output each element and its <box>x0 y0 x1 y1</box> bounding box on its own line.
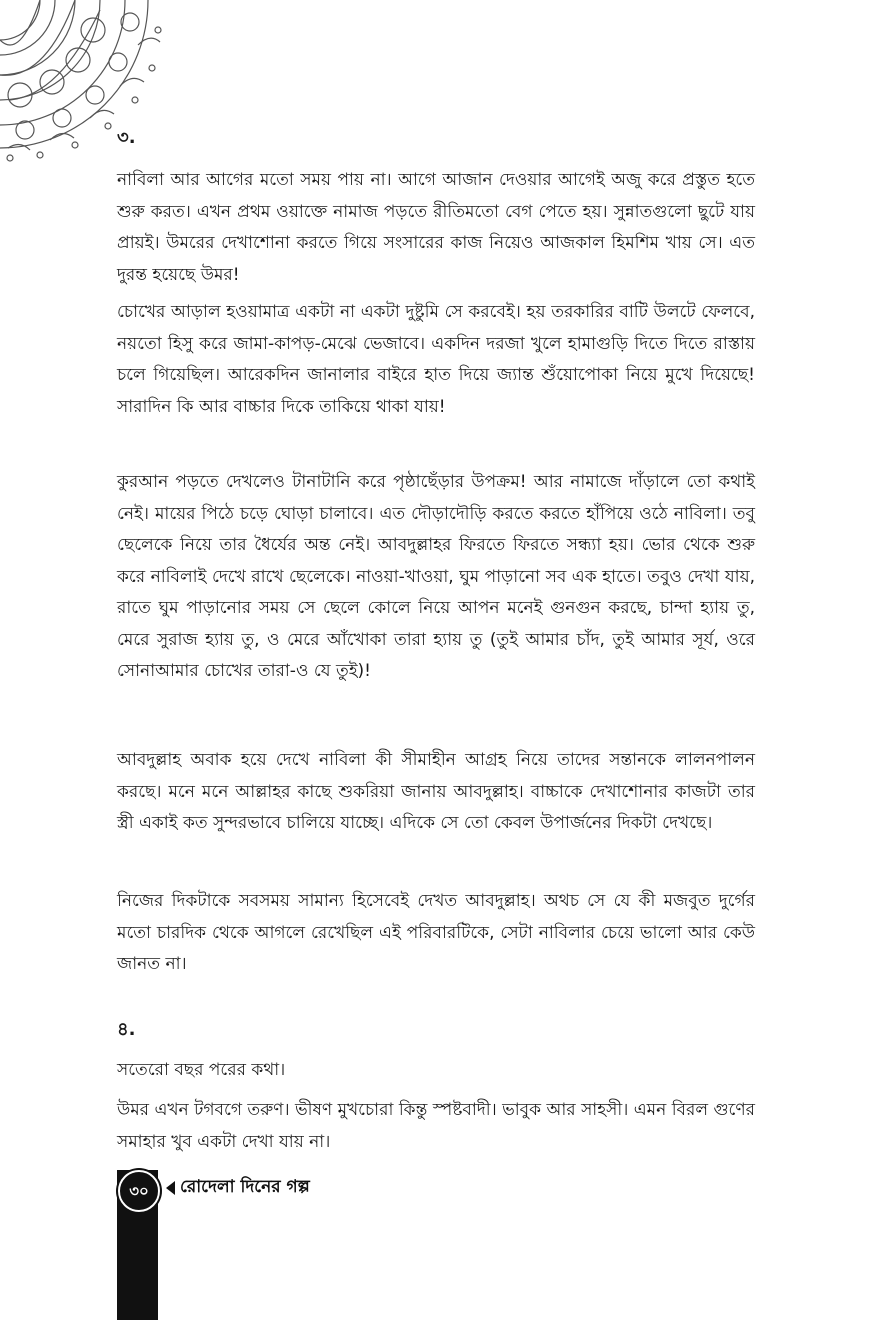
page-number: ৩০ <box>118 1170 160 1212</box>
paragraph: আবদুল্লাহ অবাক হয়ে দেখে নাবিলা কী সীমাহীন আগ্রহ নিয়ে তাদের সন্তানকে লালনপালন করছে। মনে মনে আল্লাহর কাছে শুকরিয়া জানায় আবদুল্লাহ। বাচ্চাকে দেখাশোনার কাজটা তার স্ত্রী একাই কত সুন্দরভাবে চালিয়ে যাচ্ছে। এদিকে সে তো কেবল উপার্জনের দিকটা দেখছে। <box>117 750 755 833</box>
paragraph: চোখের আড়াল হওয়ামাত্র একটা না একটা দুষ্টুমি সে করবেই। হয় তরকারির বাটি উলটে ফেলবে, নয়তো হিসু করে জামা-কাপড়-মেঝে ভেজাবে। একদিন দরজা খুলে হামাগুড়ি দিতে দিতে রাস্তায় চলে গিয়েছিল। আরেকদিন জানালার বাইরে হাত দিয়ে জ্যান্ত শুঁয়োপোকা নিয়ে মুখে দিয়েছে! সারাদিন কি আর বাচ্চার দিকে তাকিয়ে থাকা যায়! <box>117 302 755 417</box>
paragraph: নিজের দিকটাকে সবসময় সামান্য হিসেবেই দেখত আবদুল্লাহ। অথচ সে যে কী মজবুত দুর্গের মতো চারদিক থেকে আগলে রেখেছিল এই পরিবারটিকে, সেটা নাবিলার চেয়ে ভালো আর কেউ জানত না। <box>117 891 755 974</box>
paragraph: কুরআন পড়তে দেখলেও টানাটানি করে পৃষ্ঠাছেঁড়ার উপক্রম! আর নামাজে দাঁড়ালে তো কথাই নেই। মায়ের পিঠে চড়ে ঘোড়া চালাবে। এত দৌড়াদৌড়ি করতে করতে হাঁপিয়ে ওঠে নাবিলা। তবু ছেলেকে নিয়ে তার ধৈর্যের অন্ত নেই। আবদুল্লাহর ফিরতে ফিরতে সন্ধ্যা হয়। ভোর থেকে শুরু করে নাবিলাই দেখে রাখে ছেলেকে। নাওয়া-খাওয়া, ঘুম পাড়ানো সব এক হাতে। তবুও দেখা যায়, রাতে ঘুম পাড়ানোর সময় সে ছেলে কোলে নিয়ে আপন মনেই গুনগুন করছে, চান্দা হ্যায় তু, মেরে সুরাজ হ্যায় তু, ও মেরে আঁখোকা তারা হ্যায় তু (তুই আমার চাঁদ, তুই আমার সূর্য, ওরে সোনাআমার চোখের তারা-ও যে তুই)! <box>117 472 755 681</box>
paragraph: নাবিলা আর আগের মতো সময় পায় না। আগে আজান দেওয়ার আগেই অজু করে প্রস্তুত হতে শুরু করত। এখন প্রথম ওয়াক্তে নামাজ পড়তে রীতিমতো বেগ পেতে হয়। সুন্নাতগুলো ছুটে যায় প্রায়ই। উমরের দেখাশোনা করতে গিয়ে সংসারের কাজ নিয়েও আজকাল হিমশিম খায় সে। এত দুরন্ত হয়েছে উমর! <box>117 170 755 285</box>
paragraph: সতেরো বছর পরের কথা। <box>117 1060 286 1080</box>
book-title: রোদেলা দিনের গল্প <box>180 1177 310 1197</box>
section-number-3: ৩. <box>117 127 136 148</box>
section-number-4: ৪. <box>117 1019 136 1040</box>
mandala-ornament-icon <box>0 0 165 165</box>
paragraph: উমর এখন টগবগে তরুণ। ভীষণ মুখচোরা কিন্তু স্পষ্টবাদী। ভাবুক আর সাহসী। এমন বিরল গুণের সমাহার খুব একটা দেখা যায় না। <box>117 1100 755 1152</box>
arrow-left-icon <box>166 1181 175 1195</box>
